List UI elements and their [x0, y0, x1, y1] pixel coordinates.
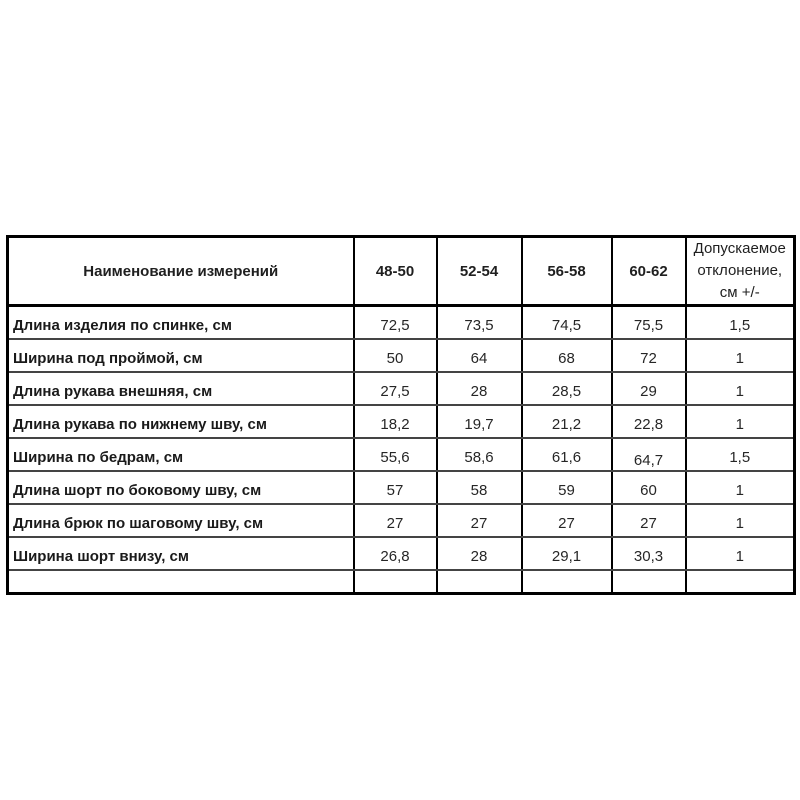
- deviation-value: 1,5: [686, 438, 795, 471]
- measurement-value: 27,5: [354, 372, 437, 405]
- measurement-value: [354, 570, 437, 594]
- header-row: [8, 237, 795, 306]
- deviation-value: 1: [686, 504, 795, 537]
- measurement-value: 72: [612, 339, 686, 372]
- measurement-value: 64: [437, 339, 522, 372]
- measurement-value: 29: [612, 372, 686, 405]
- table-body: [8, 306, 795, 594]
- measurement-name: Длина брюк по шаговому шву, см: [8, 504, 354, 537]
- deviation-value: 1: [686, 405, 795, 438]
- measurement-value: 27: [437, 504, 522, 537]
- measurement-value: 19,7: [437, 405, 522, 438]
- measurement-value: 68: [522, 339, 612, 372]
- measurement-value: 50: [354, 339, 437, 372]
- table-row: [8, 438, 795, 471]
- column-header-size-48-50: 48-50: [354, 237, 437, 306]
- measurement-value: 61,6: [522, 438, 612, 471]
- measurement-value: 73,5: [437, 306, 522, 340]
- measurement-value: 60: [612, 471, 686, 504]
- deviation-value: 1: [686, 471, 795, 504]
- deviation-value: 1: [686, 537, 795, 570]
- measurement-value: 26,8: [354, 537, 437, 570]
- measurement-name: [8, 570, 354, 594]
- measurement-value: 28: [437, 372, 522, 405]
- measurement-value: [612, 570, 686, 594]
- table-row: [8, 537, 795, 570]
- measurement-value: 28: [437, 537, 522, 570]
- table-row: [8, 405, 795, 438]
- measurement-name: Длина изделия по спинке, см: [8, 306, 354, 340]
- deviation-value: [686, 570, 795, 594]
- measurement-value: 55,6: [354, 438, 437, 471]
- deviation-value: 1: [686, 372, 795, 405]
- measurement-value: 28,5: [522, 372, 612, 405]
- column-header-size-56-58: 56-58: [522, 237, 612, 306]
- measurement-name: Ширина под проймой, см: [8, 339, 354, 372]
- table-row: [8, 372, 795, 405]
- measurement-value: 29,1: [522, 537, 612, 570]
- measurement-value: [437, 570, 522, 594]
- measurement-value: 75,5: [612, 306, 686, 340]
- column-header-size-60-62: 60-62: [612, 237, 686, 306]
- measurement-value: [522, 570, 612, 594]
- measurement-name: Ширина по бедрам, см: [8, 438, 354, 471]
- table-row: [8, 471, 795, 504]
- measurement-name: Длина шорт по боковому шву, см: [8, 471, 354, 504]
- measurement-value: 27: [612, 504, 686, 537]
- deviation-value: 1: [686, 339, 795, 372]
- measurement-value: 27: [354, 504, 437, 537]
- measurement-value: 58: [437, 471, 522, 504]
- measurement-value: 72,5: [354, 306, 437, 340]
- table-row-empty: [8, 570, 795, 594]
- measurement-value: 57: [354, 471, 437, 504]
- deviation-value: 1,5: [686, 306, 795, 340]
- table-row: [8, 306, 795, 340]
- size-measurements-table: [6, 235, 796, 595]
- column-header-deviation: Допускаемое отклонение, см +/-: [686, 237, 795, 306]
- measurement-value: 59: [522, 471, 612, 504]
- measurement-name: Длина рукава по нижнему шву, см: [8, 405, 354, 438]
- measurement-value: 64,7: [612, 438, 686, 471]
- measurement-value: 58,6: [437, 438, 522, 471]
- table-row: [8, 504, 795, 537]
- measurement-value: 30,3: [612, 537, 686, 570]
- measurement-value: 74,5: [522, 306, 612, 340]
- measurement-value: 18,2: [354, 405, 437, 438]
- measurement-name: Длина рукава внешняя, см: [8, 372, 354, 405]
- measurement-value: 21,2: [522, 405, 612, 438]
- table-row: [8, 339, 795, 372]
- measurement-value: 27: [522, 504, 612, 537]
- measurement-name: Ширина шорт внизу, см: [8, 537, 354, 570]
- column-header-size-52-54: 52-54: [437, 237, 522, 306]
- column-header-name: Наименование измерений: [8, 237, 354, 306]
- measurement-value: 22,8: [612, 405, 686, 438]
